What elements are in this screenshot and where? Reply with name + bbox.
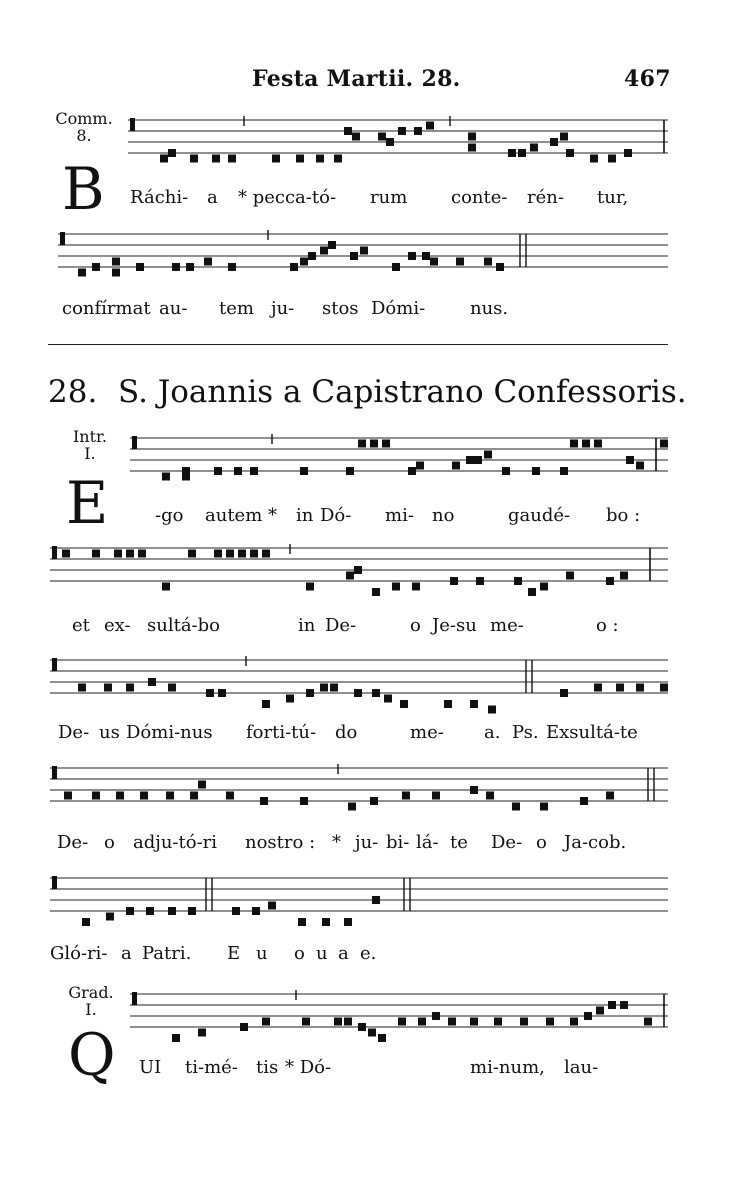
- lyric-syllable: De-: [58, 722, 90, 743]
- lyric-syllable: me-: [490, 615, 524, 636]
- neume-note: [212, 155, 220, 163]
- neume-note: [148, 678, 156, 686]
- lyric-syllable: a.: [484, 722, 501, 743]
- neume-note: [126, 684, 134, 692]
- neume-note: [412, 583, 420, 591]
- neume-note: [346, 572, 354, 580]
- neume-note: [92, 792, 100, 800]
- neume-note: [616, 684, 624, 692]
- neume-note: [484, 451, 492, 459]
- neume-note: [636, 684, 644, 692]
- neume-note: [306, 689, 314, 697]
- neume-note: [234, 467, 242, 475]
- introit-mode: I.: [84, 444, 96, 463]
- neume-note: [272, 155, 280, 163]
- neume-note: [608, 155, 616, 163]
- lyric-syllable: o: [410, 615, 421, 636]
- clef-mark: [52, 876, 57, 889]
- neume-note: [550, 138, 558, 146]
- gradual-mode: I.: [85, 1000, 97, 1019]
- neume-note: [190, 792, 198, 800]
- communion-initial: B: [62, 155, 105, 223]
- clef-mark: [52, 546, 57, 559]
- lyric-syllable: lau-: [564, 1057, 599, 1078]
- neume-note: [392, 583, 400, 591]
- chant-staff: [0, 866, 748, 936]
- neume-note: [262, 700, 270, 708]
- lyric-syllable: a: [207, 187, 218, 208]
- neume-note: [488, 706, 496, 714]
- lyric-syllable: E: [227, 943, 241, 964]
- neume-note: [620, 1001, 628, 1009]
- lyric-syllable: lá-: [416, 832, 439, 853]
- neume-note: [228, 263, 236, 271]
- neume-note: [308, 252, 316, 260]
- neume-note: [112, 258, 120, 266]
- lyric-syllable: rum: [370, 187, 408, 208]
- neume-note: [456, 258, 464, 266]
- chant-staff: [0, 980, 748, 1050]
- lyric-syllable: UI: [139, 1057, 162, 1078]
- neume-note: [378, 133, 386, 141]
- lyric-syllable: Dómi-nus: [126, 722, 213, 743]
- neume-note: [486, 792, 494, 800]
- neume-note: [528, 588, 536, 596]
- lyric-syllable: o: [294, 943, 305, 964]
- neume-note: [166, 792, 174, 800]
- clef-mark: [60, 232, 65, 245]
- feast-number: 28.: [48, 374, 98, 410]
- neume-note: [214, 467, 222, 475]
- neume-note: [104, 684, 112, 692]
- neume-note: [350, 252, 358, 260]
- neume-note: [352, 133, 360, 141]
- neume-note: [370, 797, 378, 805]
- neume-note: [546, 1018, 554, 1026]
- neume-note: [168, 149, 176, 157]
- clef-mark: [132, 992, 137, 1005]
- neume-note: [126, 907, 134, 915]
- lyric-syllable: a: [121, 943, 132, 964]
- neume-note: [354, 566, 362, 574]
- page-number: 467: [624, 66, 671, 92]
- neume-note: [358, 1023, 366, 1031]
- neume-note: [496, 263, 504, 271]
- neume-note: [450, 577, 458, 585]
- neume-note: [414, 127, 422, 135]
- neume-note: [470, 786, 478, 794]
- neume-note: [262, 1018, 270, 1026]
- neume-note: [300, 258, 308, 266]
- lyric-syllable: o: [536, 832, 547, 853]
- neume-note: [302, 1018, 310, 1026]
- lyric-syllable: De-: [325, 615, 357, 636]
- neume-note: [320, 247, 328, 255]
- neume-note: [398, 127, 406, 135]
- lyric-syllable: stos: [322, 298, 359, 319]
- neume-note: [146, 907, 154, 915]
- neume-note: [508, 149, 516, 157]
- neume-note: [116, 792, 124, 800]
- neume-note: [226, 792, 234, 800]
- neume-note: [358, 440, 366, 448]
- introit-label: Intr.: [72, 427, 108, 446]
- neume-note: [344, 1018, 352, 1026]
- lyric-syllable: bo :: [606, 505, 641, 526]
- neume-note: [540, 803, 548, 811]
- gradual-initial: Q: [68, 1021, 116, 1089]
- neume-note: [476, 577, 484, 585]
- neume-note: [92, 550, 100, 558]
- lyric-syllable: gaudé-: [508, 505, 571, 526]
- neume-note: [250, 550, 258, 558]
- neume-note: [468, 144, 476, 152]
- chant-staff: [0, 756, 748, 826]
- neume-note: [372, 689, 380, 697]
- lyric-syllable: o: [104, 832, 115, 853]
- neume-note: [368, 1029, 376, 1037]
- neume-note: [262, 550, 270, 558]
- neume-note: [502, 467, 510, 475]
- neume-note: [384, 695, 392, 703]
- neume-note: [344, 127, 352, 135]
- lyric-syllable: bi-: [386, 832, 410, 853]
- neume-note: [606, 577, 614, 585]
- lyric-syllable: no: [432, 505, 455, 526]
- neume-note: [136, 263, 144, 271]
- neume-note: [418, 1018, 426, 1026]
- neume-note: [636, 462, 644, 470]
- neume-note: [518, 149, 526, 157]
- neume-note: [286, 695, 294, 703]
- neume-note: [660, 440, 668, 448]
- neume-note: [226, 550, 234, 558]
- neume-note: [172, 263, 180, 271]
- lyric-syllable: nostro :: [245, 832, 316, 853]
- clef-mark: [130, 118, 135, 131]
- neume-note: [218, 689, 226, 697]
- neume-note: [300, 467, 308, 475]
- introit-initial: E: [66, 469, 109, 537]
- neume-note: [172, 1034, 180, 1042]
- neume-note: [334, 1018, 342, 1026]
- gradual-label: Grad.: [68, 983, 114, 1002]
- lyric-syllable: Patri.: [142, 943, 192, 964]
- neume-note: [392, 263, 400, 271]
- neume-note: [372, 588, 380, 596]
- lyric-syllable: u: [316, 943, 328, 964]
- neume-note: [398, 1018, 406, 1026]
- neume-note: [268, 902, 276, 910]
- lyric-syllable: tis: [256, 1057, 279, 1078]
- lyric-syllable: forti-tú-: [246, 722, 317, 743]
- lyric-syllable: conte-: [451, 187, 508, 208]
- lyric-syllable: ju-: [355, 832, 379, 853]
- neume-note: [78, 269, 86, 277]
- neume-note: [348, 803, 356, 811]
- neume-note: [530, 144, 538, 152]
- neume-note: [298, 918, 306, 926]
- neume-note: [470, 1018, 478, 1026]
- neume-note: [386, 138, 394, 146]
- neume-note: [448, 1018, 456, 1026]
- neume-note: [378, 1034, 386, 1042]
- neume-note: [344, 918, 352, 926]
- neume-note: [570, 1018, 578, 1026]
- lyric-syllable: adju-tó-ri: [133, 832, 218, 853]
- neume-note: [432, 1012, 440, 1020]
- lyric-syllable: e.: [360, 943, 377, 964]
- neume-note: [582, 440, 590, 448]
- neume-note: [198, 781, 206, 789]
- lyric-syllable: * pecca-tó-: [238, 187, 337, 208]
- lyric-syllable: De-: [57, 832, 89, 853]
- neume-note: [422, 252, 430, 260]
- neume-note: [360, 247, 368, 255]
- neume-note: [432, 792, 440, 800]
- lyric-syllable: in: [298, 615, 316, 636]
- neume-note: [112, 269, 120, 277]
- neume-note: [260, 797, 268, 805]
- neume-note: [330, 684, 338, 692]
- neume-note: [408, 252, 416, 260]
- neume-note: [402, 792, 410, 800]
- neume-note: [644, 1018, 652, 1026]
- clef-mark: [52, 658, 57, 671]
- lyric-syllable: u: [256, 943, 268, 964]
- neume-note: [82, 918, 90, 926]
- neume-note: [660, 684, 668, 692]
- neume-note: [606, 792, 614, 800]
- lyric-syllable: confírmat: [62, 298, 151, 319]
- lyric-syllable: ti-mé-: [185, 1057, 238, 1078]
- neume-note: [186, 263, 194, 271]
- lyric-syllable: *: [332, 832, 341, 853]
- lyric-syllable: Ps.: [512, 722, 539, 743]
- neume-note: [596, 1007, 604, 1015]
- neume-note: [560, 133, 568, 141]
- neume-note: [624, 149, 632, 157]
- neume-note: [540, 583, 548, 591]
- neume-note: [252, 907, 260, 915]
- lyric-syllable: Gló-ri-: [50, 943, 108, 964]
- neume-note: [560, 467, 568, 475]
- neume-note: [346, 467, 354, 475]
- neume-note: [594, 440, 602, 448]
- neume-note: [580, 797, 588, 805]
- neume-note: [584, 1012, 592, 1020]
- neume-note: [62, 550, 70, 558]
- neume-note: [106, 913, 114, 921]
- lyric-syllable: Ráchi-: [130, 187, 189, 208]
- lyric-syllable: a: [338, 943, 349, 964]
- neume-note: [160, 155, 168, 163]
- lyric-syllable: Dó-: [320, 505, 352, 526]
- clef-mark: [132, 436, 137, 449]
- neume-note: [626, 456, 634, 464]
- neume-note: [520, 1018, 528, 1026]
- lyric-syllable: do: [335, 722, 358, 743]
- neume-note: [138, 550, 146, 558]
- chant-staff: [0, 222, 748, 282]
- neume-note: [494, 1018, 502, 1026]
- neume-note: [570, 440, 578, 448]
- clef-mark: [52, 766, 57, 779]
- neume-note: [512, 803, 520, 811]
- neume-note: [188, 907, 196, 915]
- neume-note: [126, 550, 134, 558]
- neume-note: [594, 684, 602, 692]
- neume-note: [382, 440, 390, 448]
- neume-note: [468, 133, 476, 141]
- lyric-syllable: au-: [159, 298, 188, 319]
- neume-note: [370, 440, 378, 448]
- lyric-syllable: us: [99, 722, 120, 743]
- lyric-syllable: * Dó-: [285, 1057, 332, 1078]
- page-header-title: Festa Martii. 28.: [252, 66, 461, 92]
- communion-mode: 8.: [76, 126, 92, 145]
- neume-note: [214, 550, 222, 558]
- lyric-syllable: Exsultá-te: [546, 722, 638, 743]
- lyric-syllable: tem: [219, 298, 254, 319]
- neume-note: [290, 263, 298, 271]
- lyric-syllable: in: [296, 505, 314, 526]
- feast-title: S. Joannis a Capistrano Confessoris.: [118, 374, 687, 410]
- lyric-syllable: nus.: [470, 298, 509, 319]
- lyric-syllable: et: [72, 615, 90, 636]
- neume-note: [328, 241, 336, 249]
- neume-note: [322, 918, 330, 926]
- neume-note: [514, 577, 522, 585]
- lyric-syllable: ex-: [104, 615, 131, 636]
- lyric-syllable: Ja-cob.: [564, 832, 627, 853]
- neume-note: [168, 684, 176, 692]
- neume-note: [240, 1023, 248, 1031]
- lyric-syllable: mi-: [385, 505, 414, 526]
- neume-note: [206, 689, 214, 697]
- lyric-syllable: o :: [596, 615, 619, 636]
- neume-note: [426, 122, 434, 130]
- neume-note: [250, 467, 258, 475]
- lyric-syllable: autem *: [205, 505, 277, 526]
- neume-note: [190, 155, 198, 163]
- neume-note: [620, 572, 628, 580]
- neume-note: [182, 473, 190, 481]
- neume-note: [64, 792, 72, 800]
- chant-staff: [0, 536, 748, 606]
- section-divider: [48, 344, 668, 345]
- neume-note: [566, 149, 574, 157]
- neume-note: [198, 1029, 206, 1037]
- neume-note: [430, 258, 438, 266]
- neume-note: [470, 700, 478, 708]
- neume-note: [228, 155, 236, 163]
- lyric-syllable: -go: [155, 505, 184, 526]
- neume-note: [474, 456, 482, 464]
- neume-note: [590, 155, 598, 163]
- lyric-syllable: te: [450, 832, 468, 853]
- neume-note: [232, 907, 240, 915]
- neume-note: [372, 896, 380, 904]
- chant-staff: [0, 110, 748, 170]
- neume-note: [162, 583, 170, 591]
- neume-note: [204, 258, 212, 266]
- chant-staff: [0, 424, 748, 494]
- neume-note: [320, 684, 328, 692]
- neume-note: [608, 1001, 616, 1009]
- neume-note: [560, 689, 568, 697]
- lyric-syllable: me-: [410, 722, 444, 743]
- lyric-syllable: De-: [491, 832, 523, 853]
- lyric-syllable: tur,: [597, 187, 629, 208]
- neume-note: [566, 572, 574, 580]
- neume-note: [334, 155, 342, 163]
- communion-label: Comm.: [55, 109, 113, 128]
- neume-note: [452, 462, 460, 470]
- neume-note: [92, 263, 100, 271]
- neume-note: [316, 155, 324, 163]
- neume-note: [162, 473, 170, 481]
- lyric-syllable: Dómi-: [371, 298, 426, 319]
- neume-note: [114, 550, 122, 558]
- lyric-syllable: Je-su: [432, 615, 477, 636]
- neume-note: [408, 467, 416, 475]
- neume-note: [444, 700, 452, 708]
- neume-note: [238, 550, 246, 558]
- neume-note: [188, 550, 196, 558]
- neume-note: [484, 258, 492, 266]
- neume-note: [296, 155, 304, 163]
- neume-note: [140, 792, 148, 800]
- neume-note: [354, 689, 362, 697]
- neume-note: [300, 797, 308, 805]
- neume-note: [168, 907, 176, 915]
- lyric-syllable: sultá-bo: [147, 615, 220, 636]
- lyric-syllable: rén-: [527, 187, 564, 208]
- neume-note: [78, 684, 86, 692]
- chant-staff: [0, 648, 748, 718]
- neume-note: [532, 467, 540, 475]
- neume-note: [306, 583, 314, 591]
- neume-note: [466, 456, 474, 464]
- neume-note: [400, 700, 408, 708]
- lyric-syllable: ju-: [271, 298, 295, 319]
- lyric-syllable: mi-num,: [470, 1057, 545, 1078]
- neume-note: [416, 462, 424, 470]
